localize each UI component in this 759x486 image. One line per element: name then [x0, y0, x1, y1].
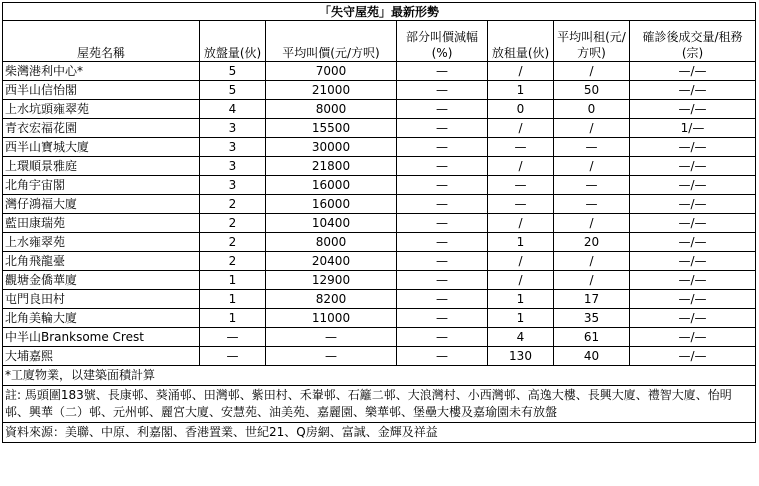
sale-listings-cell: 2 — [200, 195, 266, 214]
avg-asking-rent-cell: 40 — [554, 347, 630, 366]
estate-name-cell: 上環順景雅庭 — [3, 157, 200, 176]
estate-name-cell: 中半山Branksome Crest — [3, 328, 200, 347]
avg-asking-price-cell: 16000 — [266, 176, 397, 195]
table-title: 「失守屋苑」最新形勢 — [3, 3, 756, 21]
table-row — [3, 62, 756, 81]
table-row — [3, 252, 756, 271]
header-rental-listings: 放租量(伙) — [488, 21, 554, 62]
avg-asking-price-cell: 21800 — [266, 157, 397, 176]
sale-listings-cell: 3 — [200, 176, 266, 195]
price-cut-cell: — — [397, 157, 488, 176]
avg-asking-price-cell: 21000 — [266, 81, 397, 100]
post-case-deals-cell: —/— — [630, 100, 756, 119]
sale-listings-cell: 1 — [200, 309, 266, 328]
data-sheet — [2, 2, 755, 443]
rental-listings-cell: — — [488, 138, 554, 157]
price-cut-cell: — — [397, 138, 488, 157]
avg-asking-rent-cell: 61 — [554, 328, 630, 347]
estate-name-cell: 西半山寶城大廈 — [3, 138, 200, 157]
avg-asking-rent-cell: / — [554, 214, 630, 233]
table-row — [3, 309, 756, 328]
estate-name-cell: 北角宇宙閣 — [3, 176, 200, 195]
table-row — [3, 157, 756, 176]
price-cut-cell: — — [397, 233, 488, 252]
table-row — [3, 100, 756, 119]
header-avg-asking-price: 平均叫價(元/方呎) — [266, 21, 397, 62]
post-case-deals-cell: —/— — [630, 271, 756, 290]
post-case-deals-cell: —/— — [630, 176, 756, 195]
sale-listings-cell: 5 — [200, 81, 266, 100]
avg-asking-price-cell: 8000 — [266, 233, 397, 252]
avg-asking-rent-cell: / — [554, 252, 630, 271]
avg-asking-price-cell: — — [266, 328, 397, 347]
price-cut-cell: — — [397, 328, 488, 347]
estate-name-cell: 屯門良田村 — [3, 290, 200, 309]
rental-listings-cell: 0 — [488, 100, 554, 119]
table-row — [3, 271, 756, 290]
sale-listings-cell: 3 — [200, 138, 266, 157]
header-price-cut: 部分叫價減幅(%) — [397, 21, 488, 62]
sale-listings-cell: 4 — [200, 100, 266, 119]
listing-table — [2, 2, 756, 443]
post-case-deals-cell: 1/— — [630, 119, 756, 138]
sale-listings-cell: 5 — [200, 62, 266, 81]
table-row — [3, 328, 756, 347]
rental-listings-cell: 130 — [488, 347, 554, 366]
header-row — [3, 21, 756, 62]
table-row — [3, 176, 756, 195]
avg-asking-price-cell: 30000 — [266, 138, 397, 157]
header-sale-listings: 放盤量(伙) — [200, 21, 266, 62]
estate-name-cell: 上水坑頭雍翠苑 — [3, 100, 200, 119]
avg-asking-rent-cell: / — [554, 62, 630, 81]
avg-asking-rent-cell: 35 — [554, 309, 630, 328]
price-cut-cell: — — [397, 214, 488, 233]
post-case-deals-cell: —/— — [630, 138, 756, 157]
avg-asking-price-cell: 8200 — [266, 290, 397, 309]
avg-asking-price-cell: 10400 — [266, 214, 397, 233]
rental-listings-cell: / — [488, 252, 554, 271]
table-row — [3, 195, 756, 214]
estate-name-cell: 觀塘金僑華廈 — [3, 271, 200, 290]
post-case-deals-cell: —/— — [630, 309, 756, 328]
table-row — [3, 214, 756, 233]
avg-asking-price-cell: 11000 — [266, 309, 397, 328]
avg-asking-price-cell: 20400 — [266, 252, 397, 271]
price-cut-cell: — — [397, 309, 488, 328]
rental-listings-cell: / — [488, 157, 554, 176]
header-estate: 屋苑名稱 — [3, 21, 200, 62]
price-cut-cell: — — [397, 290, 488, 309]
estate-name-cell: 大埔嘉熙 — [3, 347, 200, 366]
sale-listings-cell: 3 — [200, 119, 266, 138]
post-case-deals-cell: —/— — [630, 328, 756, 347]
note: 註: 馬頭圍183號、長康邨、葵涌邨、田灣邨、紫田村、禾輋邨、石籬二邨、大浪灣村、小西灣邨、高逸大樓、長興大廈、禮智大廈、怡明邨、興華（二）邨、元州邨、麗宮大廈、安慧苑、油美苑、嘉麗園、樂華邨、堡壘大樓及嘉瑜園未有放盤 — [3, 386, 756, 423]
estate-name-cell: 青衣宏福花園 — [3, 119, 200, 138]
header-avg-asking-rent: 平均叫租(元/方呎) — [554, 21, 630, 62]
avg-asking-rent-cell: 20 — [554, 233, 630, 252]
avg-asking-rent-cell: — — [554, 138, 630, 157]
post-case-deals-cell: —/— — [630, 157, 756, 176]
price-cut-cell: — — [397, 252, 488, 271]
table-row — [3, 138, 756, 157]
avg-asking-price-cell: 8000 — [266, 100, 397, 119]
estate-name-cell: 藍田康瑞苑 — [3, 214, 200, 233]
sale-listings-cell: 3 — [200, 157, 266, 176]
avg-asking-price-cell: 12900 — [266, 271, 397, 290]
rental-listings-cell: 4 — [488, 328, 554, 347]
post-case-deals-cell: —/— — [630, 233, 756, 252]
sale-listings-cell: 2 — [200, 214, 266, 233]
estate-name-cell: 灣仔鴻福大廈 — [3, 195, 200, 214]
avg-asking-rent-cell: / — [554, 119, 630, 138]
avg-asking-rent-cell: / — [554, 271, 630, 290]
avg-asking-price-cell: 7000 — [266, 62, 397, 81]
avg-asking-rent-cell: / — [554, 157, 630, 176]
table-row — [3, 233, 756, 252]
rental-listings-cell: — — [488, 176, 554, 195]
rental-listings-cell: 1 — [488, 290, 554, 309]
price-cut-cell: — — [397, 62, 488, 81]
rental-listings-cell: / — [488, 214, 554, 233]
table-body — [3, 62, 756, 366]
sale-listings-cell: — — [200, 347, 266, 366]
sale-listings-cell: 2 — [200, 252, 266, 271]
estate-name-cell: 西半山信怡閣 — [3, 81, 200, 100]
price-cut-cell: — — [397, 100, 488, 119]
rental-listings-cell: 1 — [488, 81, 554, 100]
avg-asking-rent-cell: 17 — [554, 290, 630, 309]
post-case-deals-cell: —/— — [630, 252, 756, 271]
price-cut-cell: — — [397, 81, 488, 100]
avg-asking-price-cell: 15500 — [266, 119, 397, 138]
footnote: *工廈物業，以建築面積計算 — [3, 366, 756, 386]
rental-listings-cell: 1 — [488, 309, 554, 328]
post-case-deals-cell: —/— — [630, 195, 756, 214]
rental-listings-cell: / — [488, 62, 554, 81]
header-post-case-deals: 確診後成交量/租務(宗) — [630, 21, 756, 62]
avg-asking-rent-cell: 50 — [554, 81, 630, 100]
estate-name-cell: 上水雍翠苑 — [3, 233, 200, 252]
price-cut-cell: — — [397, 195, 488, 214]
post-case-deals-cell: —/— — [630, 347, 756, 366]
price-cut-cell: — — [397, 176, 488, 195]
estate-name-cell: 北角飛龍臺 — [3, 252, 200, 271]
post-case-deals-cell: —/— — [630, 290, 756, 309]
avg-asking-rent-cell: — — [554, 195, 630, 214]
sale-listings-cell: 1 — [200, 271, 266, 290]
price-cut-cell: — — [397, 347, 488, 366]
post-case-deals-cell: —/— — [630, 81, 756, 100]
rental-listings-cell: — — [488, 195, 554, 214]
post-case-deals-cell: —/— — [630, 62, 756, 81]
avg-asking-price-cell: 16000 — [266, 195, 397, 214]
source: 資料來源：美聯、中原、利嘉閣、香港置業、世紀21、Q房網、富誠、金輝及祥益 — [3, 423, 756, 443]
price-cut-cell: — — [397, 119, 488, 138]
sale-listings-cell: 1 — [200, 290, 266, 309]
sale-listings-cell: — — [200, 328, 266, 347]
rental-listings-cell: 1 — [488, 233, 554, 252]
price-cut-cell: — — [397, 271, 488, 290]
avg-asking-rent-cell: — — [554, 176, 630, 195]
avg-asking-price-cell: — — [266, 347, 397, 366]
rental-listings-cell: / — [488, 271, 554, 290]
table-row — [3, 81, 756, 100]
estate-name-cell: 柴灣港利中心* — [3, 62, 200, 81]
rental-listings-cell: / — [488, 119, 554, 138]
table-row — [3, 119, 756, 138]
avg-asking-rent-cell: 0 — [554, 100, 630, 119]
table-row — [3, 290, 756, 309]
table-row — [3, 347, 756, 366]
sale-listings-cell: 2 — [200, 233, 266, 252]
post-case-deals-cell: —/— — [630, 214, 756, 233]
estate-name-cell: 北角美輪大廈 — [3, 309, 200, 328]
